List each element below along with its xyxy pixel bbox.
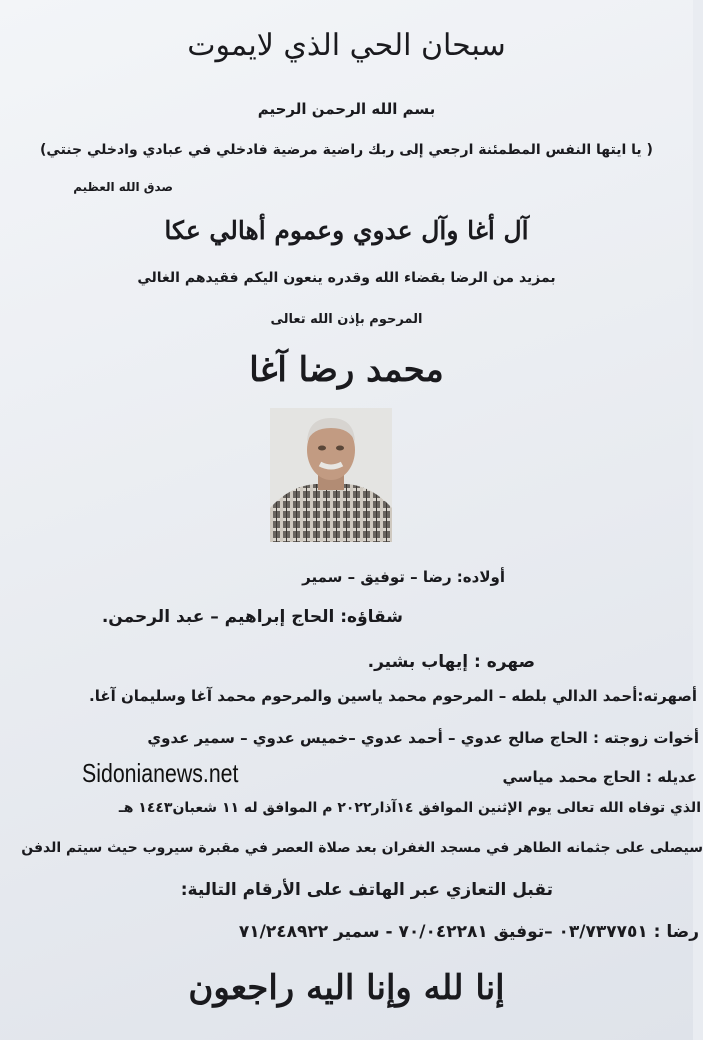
death-notice-line: الذي توفاه الله تعالى يوم الإثنين الموافق ١٤آذار٢٠٢٢ م الموافق له ١١ شعبان١٤٤٣ هـ [118,800,701,816]
portrait-image [270,408,392,542]
quran-verse: ( يا ايتها النفس المطمئنة ارجعي إلى ربك راضية مرضية فادخلي في عبادي وادخلي جنتي) [40,142,653,158]
mourning-line: بمزيد من الرضا بقضاء الله وقدره ينعون اليكم فقيدهم الغالي [137,270,556,286]
children-line: أولاده: رضا – توفيق – سمير [302,568,505,586]
brothers-line: شقاؤه: الحاج إبراهيم – عبد الرحمن. [101,607,403,627]
watermark-text: Sidonianews.net [82,758,239,788]
deceased-prefix: المرحوم بإذن الله تعالى [270,312,423,327]
closing-verse: إنا لله وإنا اليه راجعون [188,968,505,1008]
wife-brothers-line: أخوات زوجته : الحاج صالح عدوي – أحمد عدوي –خميس عدوي – سمير عدوي [147,729,699,747]
mourning-families: آل أغا وآل عدوي وعموم أهالي عكا [164,216,529,245]
deceased-name: محمد رضا آغا [249,350,444,390]
funeral-line: سيصلى على جثمانه الطاهر في مسجد الغفران بعد صلاة العصر في مقبرة سيروب حيث سيتم الدفن [21,840,703,856]
basmala: بسم الله الرحمن الرحيم [257,100,436,118]
deceased-photo [270,408,392,542]
in-laws-line: أصهرته:أحمد الدالي بلطه – المرحوم محمد ياسين والمرحوم محمد آغا وسليمان آغا. [89,687,697,705]
adil-line: عديله : الحاج محمد مياسي [502,768,697,786]
condolence-phones: رضا : ٠٣/٧٣٧٧٥١ –توفيق ٧٠/٠٤٢٢٨١ - سمير ٧١/٢٤٨٩٢٢ [238,922,699,942]
header-title: سبحان الحي الذي لايموت [187,28,506,63]
condolence-intro: تقبل التعازي عبر الهاتف على الأرقام التالية: [180,880,553,900]
sadaq-line: صدق الله العظيم [73,180,173,194]
son-in-law-line: صهره : إيهاب بشير. [367,652,535,672]
